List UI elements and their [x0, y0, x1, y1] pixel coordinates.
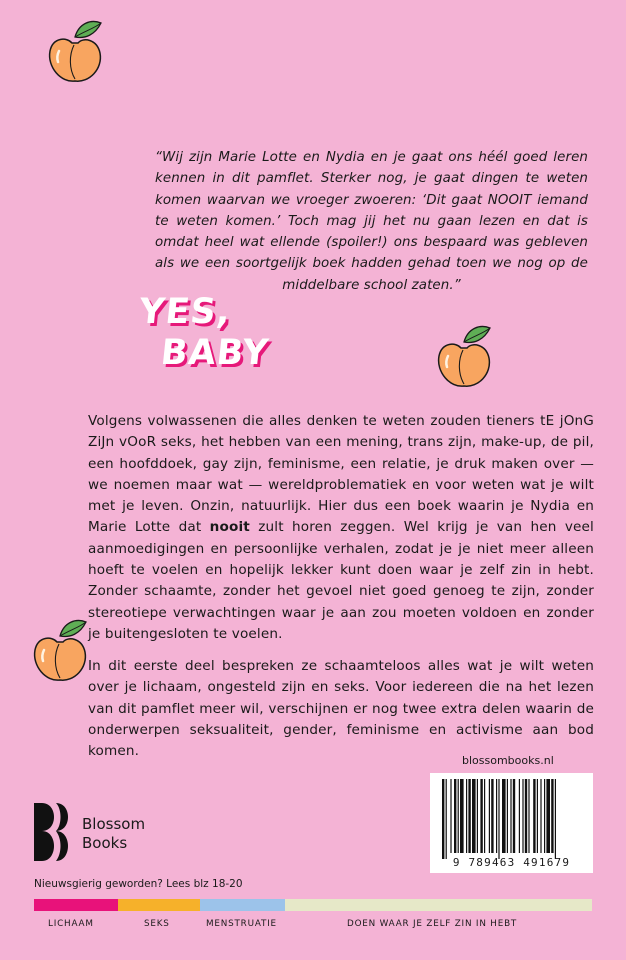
category-bar-doen-waar — [285, 899, 592, 911]
barcode-bar — [522, 779, 523, 853]
category-label-seks: SEKS — [144, 919, 170, 929]
barcode-bar — [468, 779, 470, 853]
barcode-bar — [477, 779, 478, 853]
barcode-bar — [484, 779, 485, 853]
barcode-bar — [450, 779, 451, 853]
barcode-bar — [496, 779, 497, 853]
publisher-name-line-1: Blossom — [82, 815, 146, 833]
barcode-bar — [513, 779, 515, 853]
category-label-doen-waar: DOEN WAAR JE ZELF ZIN IN HEBT — [347, 919, 518, 929]
barcode-bar — [458, 779, 459, 853]
barcode-bar — [498, 779, 499, 859]
barcode-bar — [502, 779, 506, 853]
barcode-bar — [540, 779, 541, 853]
category-bar-seks — [118, 899, 200, 911]
barcode-bar — [510, 779, 511, 853]
peach-icon — [30, 614, 92, 686]
barcode-bar — [519, 779, 520, 853]
headline-line-1: YES, — [137, 292, 234, 332]
barcode-bar — [489, 779, 490, 853]
publisher-url[interactable]: blossombooks.nl — [462, 754, 554, 767]
blurb-paragraph-2: In dit eerste deel bespreken ze schaamteloos alles wat je wilt weten over je lichaam, ongesteld zijn en seks. Voor iedereen die na het lezen van dit pamflet meer wil, verschijnen er nog twee extra delen waarin de onderwerpen seksualiteit, gender, feminisme en activisme aan bod komen. — [88, 658, 594, 760]
blurb-p1-end: zult horen zeggen. Wel krijg je van hen veel aanmoedigingen en persoonlijke verhalen, zodat je je niet meer alleen hoeft te voelen en hopelijk lekker kunt doen waar je zelf zin in hebt. Zonder schaamte, zonder het gevoel niet goed genoeg te zijn, zonder stereotiepe verwachtingen waar je aan zou moeten voldoen en zonder je buitengesloten te voelen. — [88, 519, 594, 642]
barcode-bar — [528, 779, 529, 853]
barcode-bar — [446, 779, 447, 859]
publisher-name-line-2: Books — [82, 834, 128, 852]
barcode-bar — [525, 779, 527, 853]
teaser-text: Nieuwsgierig geworden? Lees blz 18-20 — [34, 878, 243, 890]
barcode-bar — [472, 779, 476, 853]
barcode-bar — [507, 779, 508, 853]
barcode-bar — [546, 779, 550, 853]
barcode-bar — [460, 779, 464, 853]
barcode-bar — [544, 779, 545, 853]
peach-icon — [434, 320, 496, 392]
category-label-lichaam: LICHAAM — [48, 919, 94, 929]
isbn-number: 9 789463 491679 — [452, 856, 571, 869]
barcode-bar — [466, 779, 467, 853]
blurb-paragraph-1 — [88, 411, 594, 645]
blurb-p1-emphasis: nooit — [209, 519, 250, 536]
back-cover-quote: “Wij zijn Marie Lotte en Nydia en je gaat ons héél goed leren kennen in dit pamflet. Sterker nog, je gaat dingen te weten komen waarvan we vroeger zwoeren: ‘Dit gaat NOOIT iemand te weten komen.’ Toch mag jij het nu gaan lezen en dat is omdat heel wat ellende (spoiler!) ons bespaard was gebleven als we een soortgelijk boek hadden gehad toen we nog op de middelbare school zaten.” — [155, 150, 588, 293]
barcode-bar — [551, 779, 553, 853]
barcode-bar — [454, 779, 456, 853]
barcode-bar — [442, 779, 444, 859]
barcode-bar — [480, 779, 482, 853]
category-bar-lichaam — [34, 899, 118, 911]
barcode-bar — [491, 779, 493, 853]
barcode-bar — [533, 779, 535, 853]
barcode-bar — [537, 779, 538, 853]
headline-line-2: BABY — [158, 333, 271, 373]
publisher-name — [82, 815, 145, 853]
barcode — [430, 773, 593, 873]
blossom-books-logo — [34, 803, 74, 861]
category-label-menstruatie: MENSTRUATIE — [206, 919, 277, 929]
headline — [133, 292, 275, 374]
barcode-bar — [555, 779, 556, 859]
peach-icon — [45, 15, 107, 87]
category-bar-menstruatie — [200, 899, 285, 911]
blurb-p1-start: Volgens volwassenen die alles denken te weten zouden tieners tE jOnG ZiJn vOoR seks, het hebben van een mening, trans zijn, make-up, de pil, een hoofddoek, gay zijn, feminisme, een relatie, je druk maken over — we noemen maar wat — wereldproblematiek en voor weten wat je wilt met je leven. Onzin, natuurlijk. Hier dus een boek waarin je Nydia en Marie Lotte dat — [88, 413, 594, 536]
